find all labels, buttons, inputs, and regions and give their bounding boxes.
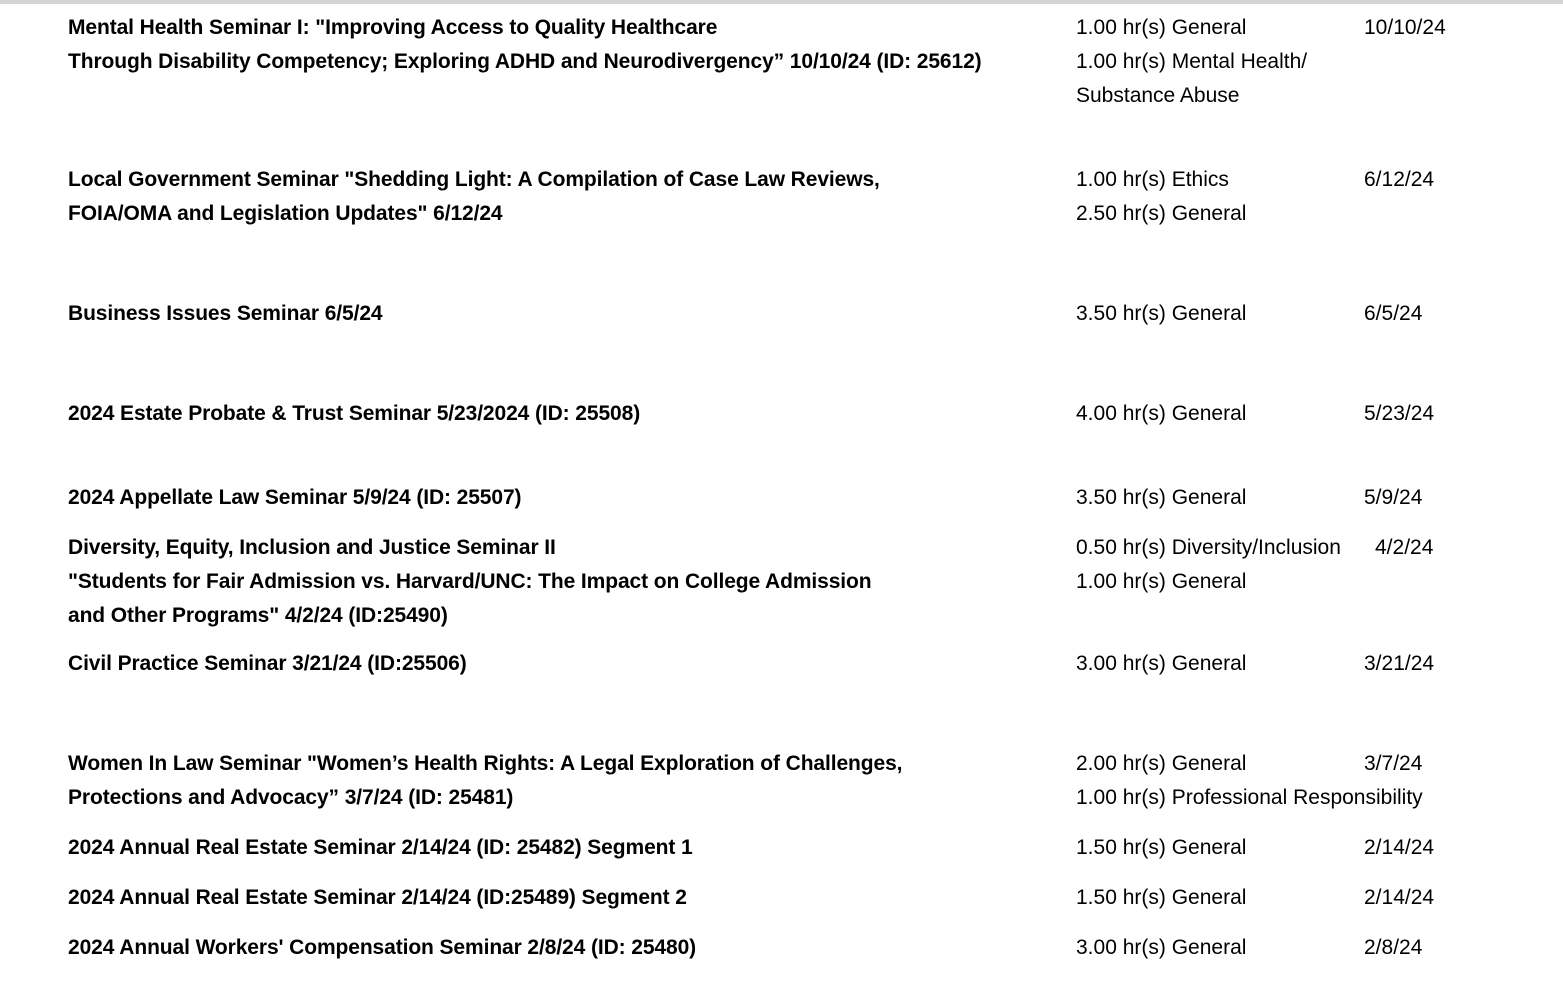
- course-date: 5/9/24: [1364, 486, 1423, 509]
- course-title-line: Protections and Advocacy” 3/7/24 (ID: 25481): [68, 786, 514, 809]
- course-title: [68, 531, 1068, 633]
- course-title: [68, 397, 1068, 431]
- course-title: [68, 297, 1068, 331]
- course-title: [68, 881, 1068, 915]
- top-divider: [0, 0, 1563, 4]
- credit-line: 1.00 hr(s) Mental Health/: [1076, 50, 1308, 73]
- course-title-line: 2024 Annual Workers' Compensation Seminar 2/8/24 (ID: 25480): [68, 936, 697, 959]
- credit-line: 3.00 hr(s) General: [1076, 652, 1247, 675]
- credit-line: 3.00 hr(s) General: [1076, 936, 1247, 959]
- course-title: [68, 831, 1068, 865]
- course-title: [68, 163, 1068, 231]
- credit-line: 1.00 hr(s) General: [1076, 16, 1247, 39]
- course-title-line: and Other Programs" 4/2/24 (ID:25490): [68, 604, 448, 627]
- course-title: [68, 647, 1068, 681]
- course-title: [68, 747, 1068, 815]
- course-title-line: 2024 Annual Real Estate Seminar 2/14/24 (ID:25489) Segment 2: [68, 886, 687, 909]
- credit-line: 2.00 hr(s) General: [1076, 752, 1247, 775]
- credit-line: 2.50 hr(s) General: [1076, 202, 1247, 225]
- course-title-line: 2024 Appellate Law Seminar 5/9/24 (ID: 25507): [68, 486, 522, 509]
- credit-line: 4.00 hr(s) General: [1076, 402, 1247, 425]
- credit-line: 1.50 hr(s) General: [1076, 886, 1247, 909]
- credit-line: 3.50 hr(s) General: [1076, 302, 1247, 325]
- course-date: 2/14/24: [1364, 836, 1435, 859]
- course-title-line: Diversity, Equity, Inclusion and Justice Seminar II: [68, 536, 556, 559]
- credit-line: 1.50 hr(s) General: [1076, 836, 1247, 859]
- course-title-line: 2024 Estate Probate & Trust Seminar 5/23/2024 (ID: 25508): [68, 402, 641, 425]
- course-date: 3/21/24: [1364, 652, 1435, 675]
- credit-line: 1.00 hr(s) General: [1076, 570, 1247, 593]
- course-title-line: Women In Law Seminar "Women’s Health Rights: A Legal Exploration of Challenges,: [68, 752, 903, 775]
- credit-line: Substance Abuse: [1076, 84, 1240, 107]
- credit-line: 0.50 hr(s) Diversity/Inclusion: [1076, 536, 1341, 559]
- course-title-line: Through Disability Competency; Exploring ADHD and Neurodivergency” 10/10/24 (ID: 25612): [68, 50, 982, 73]
- course-title-line: 2024 Annual Real Estate Seminar 2/14/24 (ID: 25482) Segment 1: [68, 836, 693, 859]
- credit-line: 1.00 hr(s) Professional Responsibility: [1076, 786, 1423, 809]
- course-date: 3/7/24: [1364, 752, 1423, 775]
- course-title: [68, 481, 1068, 515]
- course-title: [68, 11, 1068, 79]
- course-title-line: FOIA/OMA and Legislation Updates" 6/12/24: [68, 202, 503, 225]
- course-date: 2/14/24: [1364, 886, 1435, 909]
- course-title: [68, 931, 1068, 965]
- course-title-line: Mental Health Seminar I: "Improving Access to Quality Healthcare: [68, 16, 718, 39]
- credit-line: 3.50 hr(s) General: [1076, 486, 1247, 509]
- course-date: 10/10/24: [1364, 16, 1446, 39]
- course-date: 4/2/24: [1375, 536, 1434, 559]
- course-title-line: Business Issues Seminar 6/5/24: [68, 302, 383, 325]
- course-date: 6/12/24: [1364, 168, 1435, 191]
- course-title-line: Local Government Seminar "Shedding Light: A Compilation of Case Law Reviews,: [68, 168, 880, 191]
- course-title-line: "Students for Fair Admission vs. Harvard/UNC: The Impact on College Admission: [68, 570, 872, 593]
- course-date: 5/23/24: [1364, 402, 1435, 425]
- credit-line: 1.00 hr(s) Ethics: [1076, 168, 1229, 191]
- course-title-line: Civil Practice Seminar 3/21/24 (ID:25506): [68, 652, 467, 675]
- course-date: 2/8/24: [1364, 936, 1423, 959]
- course-date: 6/5/24: [1364, 302, 1423, 325]
